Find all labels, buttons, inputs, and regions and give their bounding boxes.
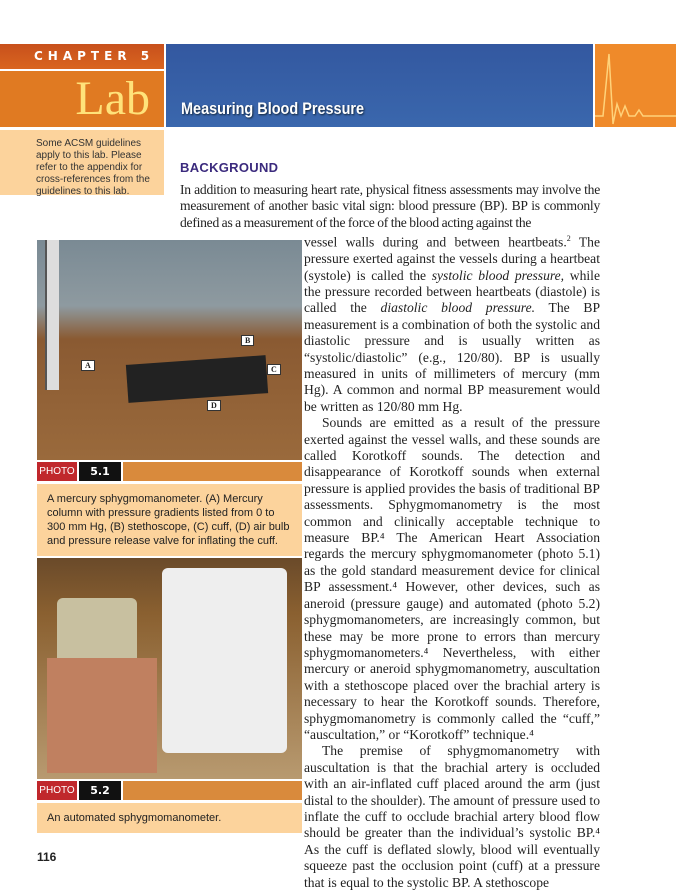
- label-b: B: [241, 335, 254, 346]
- photo-bar: [37, 781, 302, 800]
- cuff: [126, 355, 268, 403]
- page-number: 116: [37, 850, 57, 864]
- body-column: [304, 231, 600, 891]
- text: The BP measurement is a combination of both the systolic and diastolic pressure and is usually written as “systolic/diastolic” (e.g., 120/80). BP is usually measured in units of millimeters of mercury (mm Hg). A common and normal BP measurement would be written as 120/80 mm Hg.: [304, 300, 601, 414]
- lab-label: Lab: [75, 72, 150, 125]
- paragraph-2: Sounds are emitted as a result of the pressure exerted against the vessel walls, and these sounds are called Korotkoff sounds. The detection and disappearance of Korotkoff sounds when external pressure is applied provides the basis of traditional BP assessments. Sphygmomanometry is the most common and clinically acceptable technique to measure BP.⁴ The American Heart Association regards the mercury sphygmomanometer (photo 5.1) as the gold standard measurement device for clinical BP assessment.⁴ However, other devices, such as aneroid (pressure gauge) and automated (photo 5.2) sphygmomanometers, are increasingly common, but these may be more prone to errors than mercury sphygmomanometers.⁴ Nevertheless, with either mercury or aneroid sphygmomanometry, auscultation with a stethoscope placed over the brachial artery is necessary to hear the Korotkoff sounds. Therefore, sphygmomanometry is commonly called the “cuff,” “auscultation,” or “Korotkoff” technique.⁴: [304, 415, 600, 742]
- bar-fill: [123, 781, 302, 800]
- label-a: A: [81, 360, 95, 371]
- ekg-graphic: [595, 44, 676, 127]
- paragraph-1: [304, 231, 600, 415]
- term: diastolic blood pressure.: [380, 300, 536, 316]
- photo-number: 5.1: [79, 462, 121, 481]
- paragraph-intro: In addition to measuring heart rate, physical fitness assessments may involve the measurement of another basic vital sign: blood pressure (BP). BP is commonly defined as a measurement of the force of the blood acting against the: [180, 182, 600, 230]
- section-heading: BACKGROUND: [180, 160, 279, 175]
- mercury-column: [45, 240, 59, 390]
- photo-5-1: [37, 240, 302, 556]
- monitor: [162, 568, 287, 753]
- photo-5-2: [37, 558, 302, 833]
- photo-image: [37, 558, 302, 779]
- paragraph-3: The premise of sphygmomanometry with auscultation is that the brachial artery is occluded with an air-inflated cuff placed around the arm (just distal to the shoulder). The amount of pressure used to inflate the cuff to occlude brachial artery blood flow should be greater than the individual’s systolic BP.⁴ As the cuff is deflated slowly, blood will eventually squeeze past the occlusion point (cuff) at a pressure that is equal to the systolic BP. A stethoscope: [304, 743, 600, 890]
- cuff-strap: [47, 658, 157, 773]
- page-title: Measuring Blood Pressure: [181, 99, 365, 118]
- photo-image: [37, 240, 302, 460]
- text: while the pressure recorded between heartbeats (diastole) is called the: [304, 267, 600, 316]
- photo-caption: A mercury sphygmomanometer. (A) Mercury column with pressure gradients listed from 0 to 300 mm Hg, (B) stethoscope, (C) cuff, (D) air bulb and pressure release valve for inflating the cuff.: [37, 484, 302, 556]
- citation: 2: [566, 234, 571, 244]
- label-c: C: [267, 364, 281, 375]
- photo-caption: An automated sphygmomanometer.: [37, 803, 302, 833]
- bar-fill: [123, 462, 302, 481]
- text: vessel walls during and between heartbeats.: [304, 234, 567, 250]
- photo-tag: PHOTO: [37, 462, 77, 481]
- photo-tag: PHOTO: [37, 781, 77, 800]
- chapter-label: CHAPTER 5: [34, 49, 155, 63]
- term: systolic blood pressure,: [431, 267, 565, 283]
- photo-bar: [37, 462, 302, 481]
- sidebar-note: Some ACSM guidelines apply to this lab. Please refer to the appendix for cross-references from the guidelines to this lab.: [0, 130, 164, 195]
- lab-box: [0, 71, 164, 127]
- label-d: D: [207, 400, 221, 411]
- text: The pressure exerted against the vessels during a heartbeat (systole) is called the: [304, 234, 601, 283]
- photo-number: 5.2: [79, 781, 121, 800]
